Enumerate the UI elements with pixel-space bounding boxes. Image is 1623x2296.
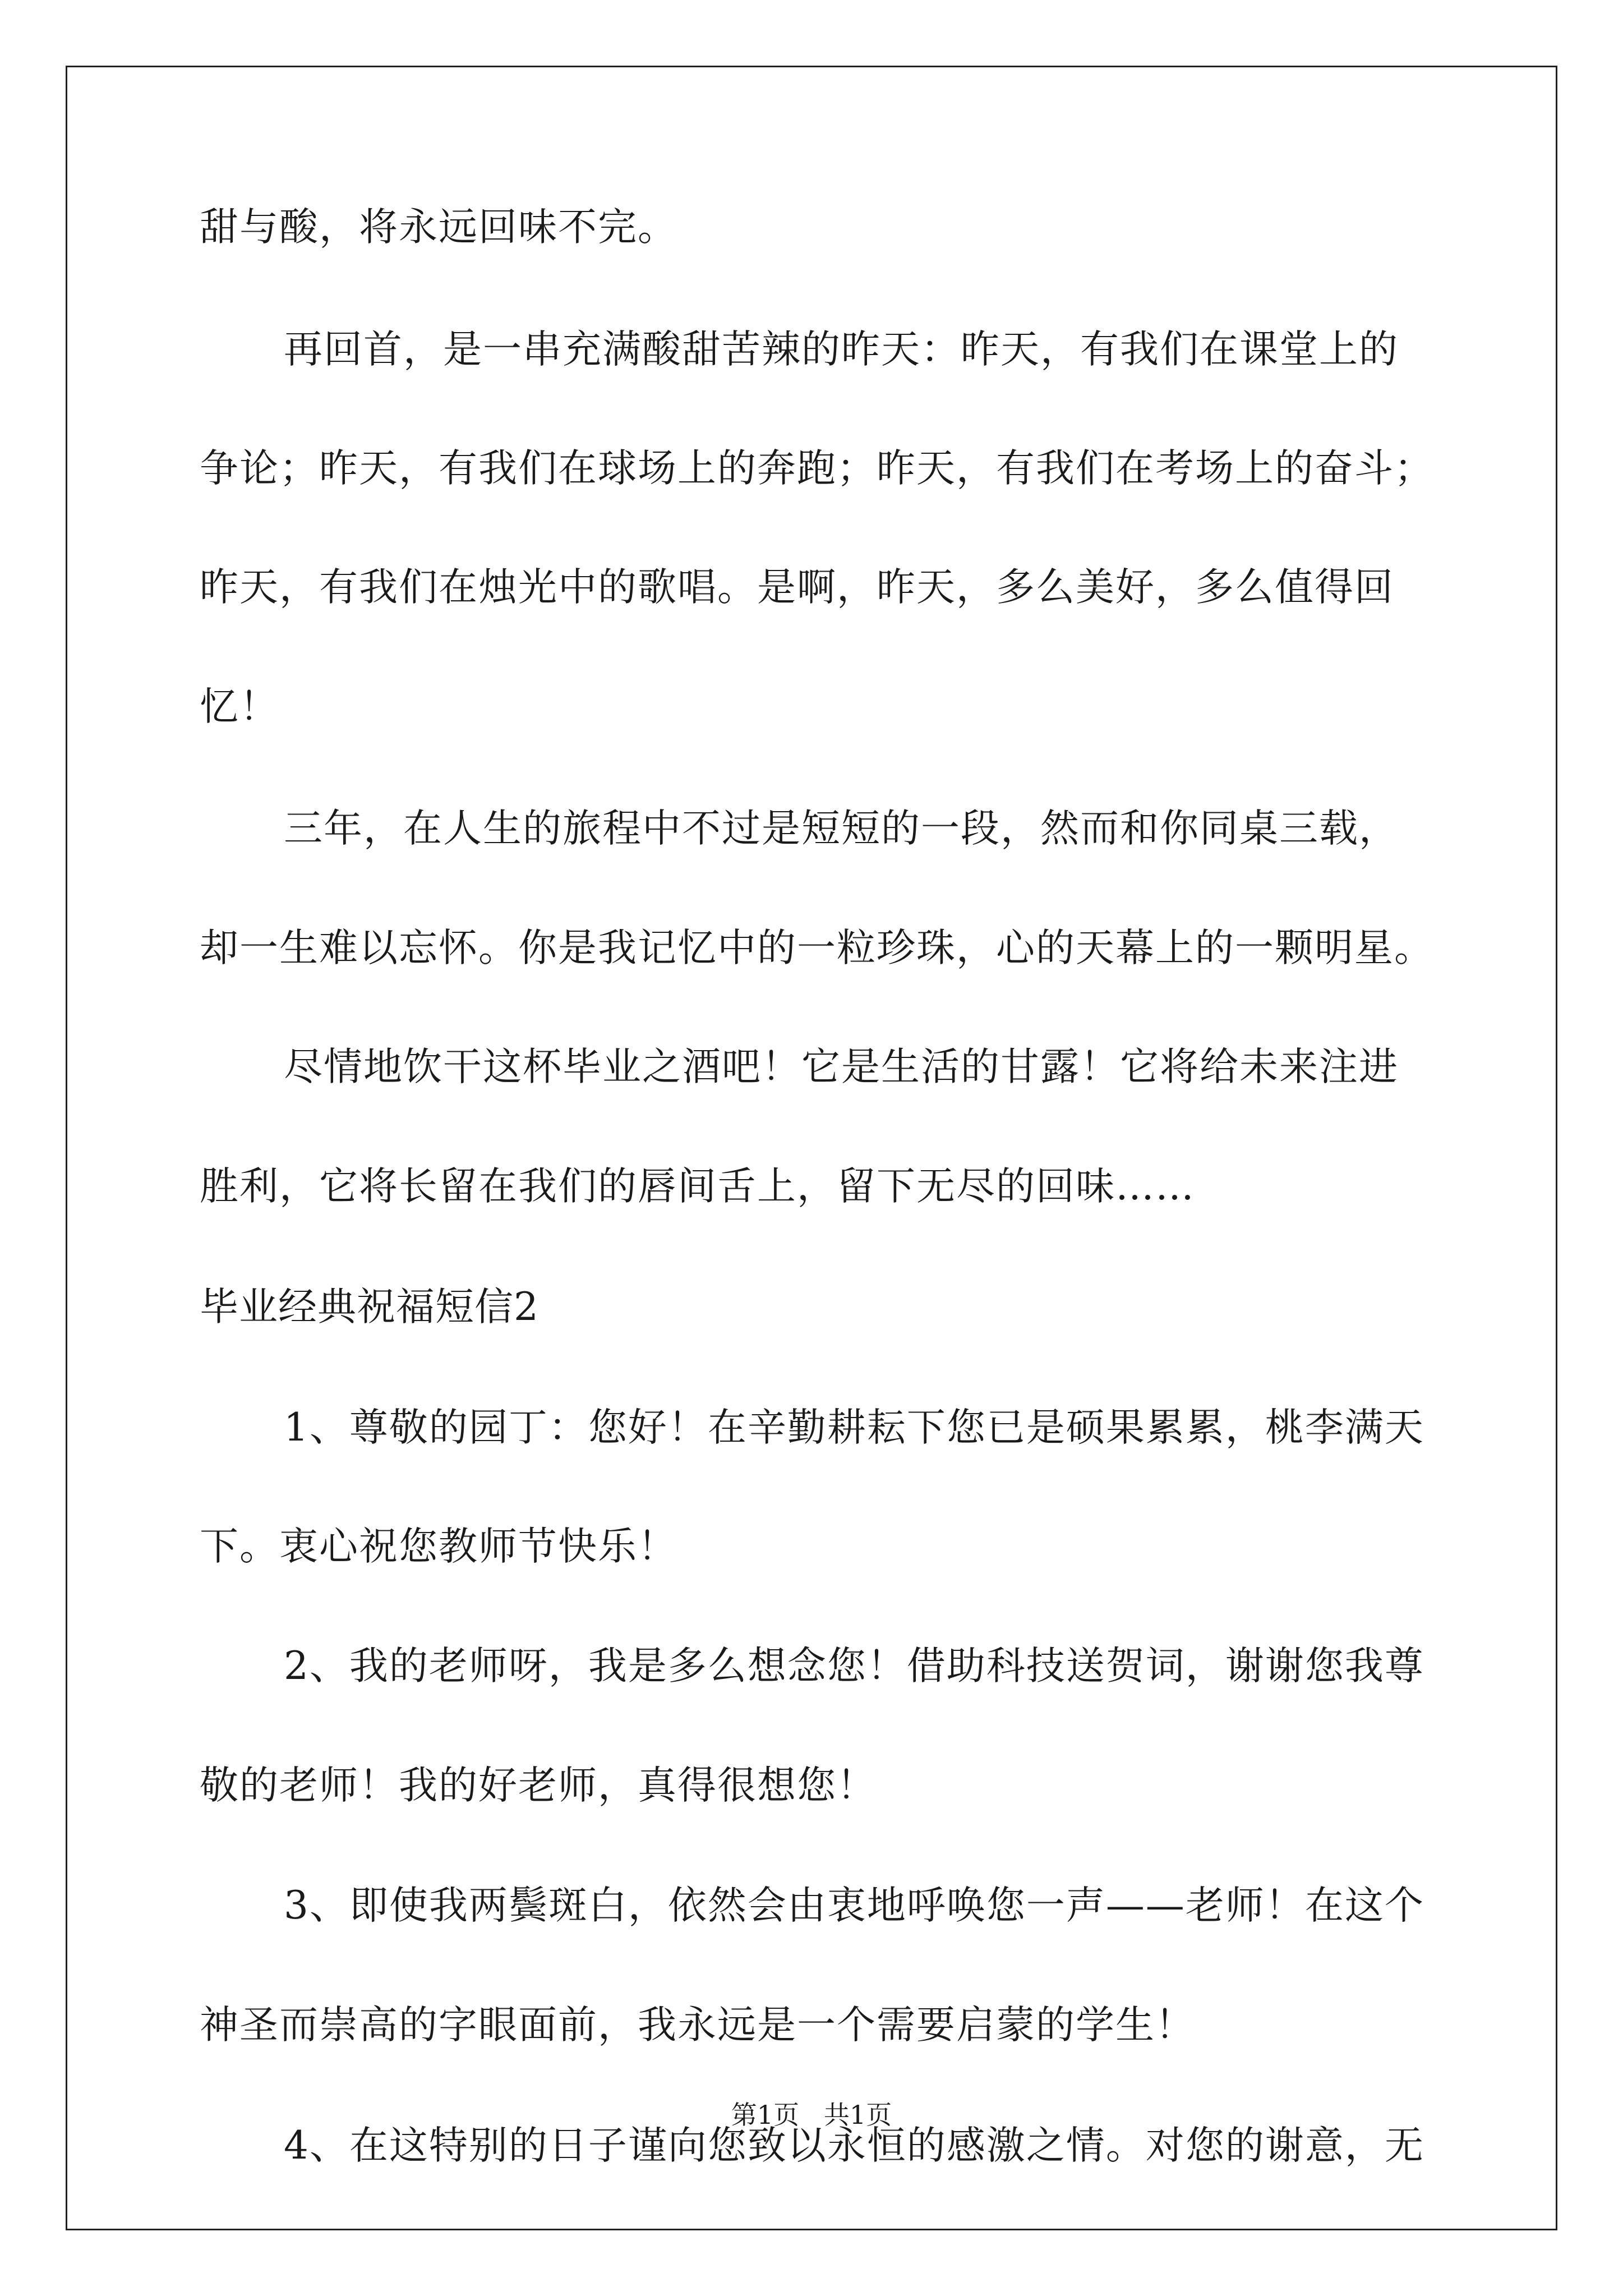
paragraph-line: 再回首，是一串充满酸甜苦辣的昨天：昨天，有我们在课堂上的 [284,327,1399,372]
paragraph-line: 尽情地饮干这杯毕业之酒吧！它是生活的甘露！它将给未来注进 [284,1045,1399,1089]
paragraph-line: 敬的老师！我的好老师，真得很想您！ [200,1763,877,1808]
paragraph-line: 4、在这特别的日子谨向您致以永恒的感激之情。对您的谢意，无 [284,2123,1424,2168]
paragraph-line: 忆！ [200,684,279,729]
paragraph-line: 胜利，它将长留在我们的唇间舌上，留下无尽的回味…… [200,1164,1195,1209]
section-heading: 毕业经典祝福短信2 [200,1285,539,1329]
paragraph-line: 神圣而崇高的字眼面前，我永远是一个需要启蒙的学生！ [200,2003,1195,2047]
paragraph-line: 昨天，有我们在烛光中的歌唱。是啊，昨天，多么美好，多么值得回 [200,565,1394,610]
paragraph-line: 3、即使我两鬓斑白，依然会由衷地呼唤您一声——老师！在这个 [284,1883,1424,1928]
page-footer: 第1页 共1页 [731,2100,892,2130]
paragraph-line: 下。衷心祝您教师节快乐！ [200,1524,677,1569]
paragraph-line: 2、我的老师呀，我是多么想念您！借助科技送贺词，谢谢您我尊 [284,1644,1424,1688]
paragraph-line: 甜与酸，将永远回味不完。 [200,205,677,250]
paragraph-line: 却一生难以忘怀。你是我记忆中的一粒珍珠，心的天幕上的一颗明星。 [200,926,1434,970]
paragraph-line: 争论；昨天，有我们在球场上的奔跑；昨天，有我们在考场上的奋斗； [200,446,1434,491]
paragraph-line: 1、尊敬的园丁：您好！在辛勤耕耘下您已是硕果累累，桃李满天 [284,1405,1424,1450]
paragraph-line: 三年，在人生的旅程中不过是短短的一段，然而和你同桌三载， [284,806,1399,851]
